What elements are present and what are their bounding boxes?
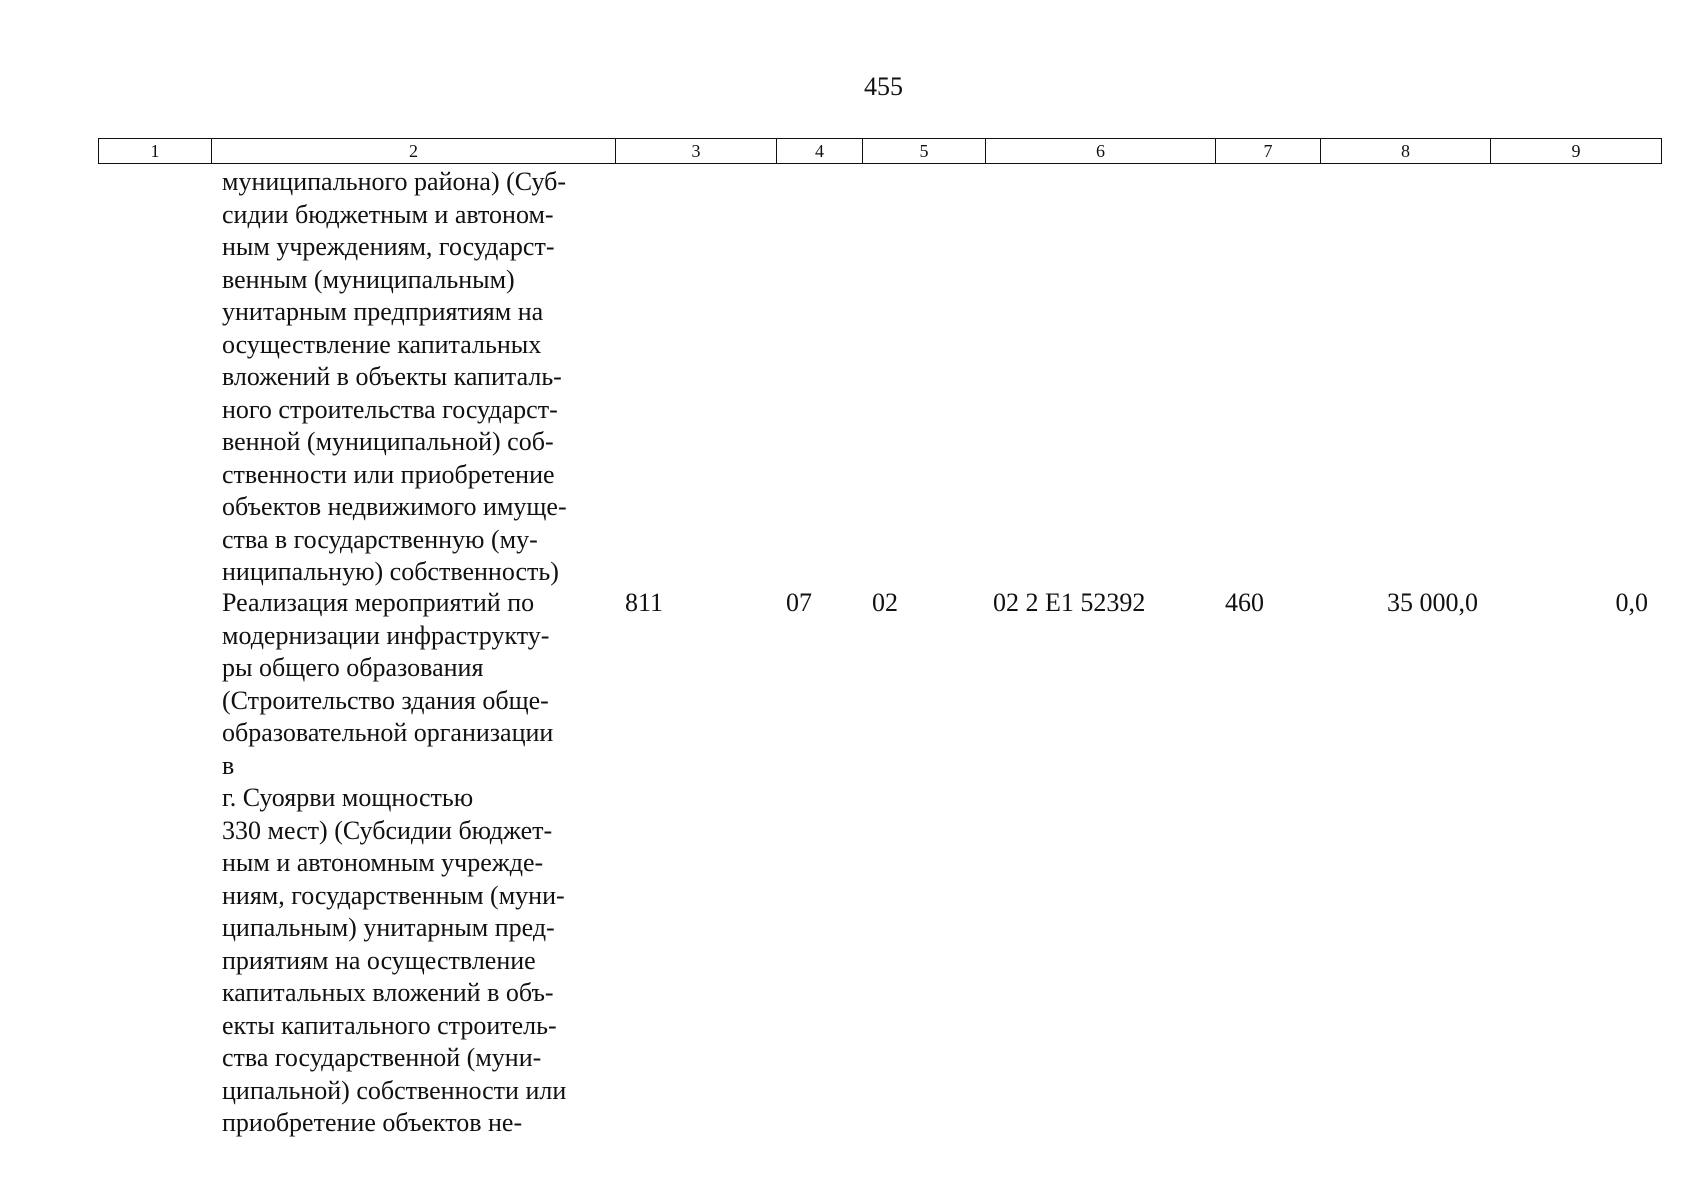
column-header-6: 6 — [986, 139, 1216, 163]
target-article-code: 02 2 E1 52392 — [993, 588, 1146, 617]
column-header-5: 5 — [863, 139, 986, 163]
column-header-row — [98, 138, 1662, 164]
amount-value-secondary: 0,0 — [1615, 588, 1648, 617]
section-code: 07 — [786, 588, 812, 617]
column-header-2: 2 — [212, 139, 616, 163]
amount-value: 35 000,0 — [1387, 588, 1478, 617]
column-header-4: 4 — [777, 139, 863, 163]
column-header-8: 8 — [1321, 139, 1491, 163]
row-description: муниципального района) (Суб- сидии бюджетным и автоном- ным учреждениям, государст- венным (муниципальным) унитарным предприятиям на осуществление капитальных вложений в объекты капиталь- ного строительства государст- венной (муниципальной) соб- ственности или приобретение объектов недвижимого имуще- ства в государственную (му- ниципальную) собственность) — [222, 167, 567, 586]
admin-code: 811 — [625, 588, 664, 617]
subsection-code: 02 — [872, 588, 898, 617]
column-header-1: 1 — [99, 139, 212, 163]
column-header-3: 3 — [616, 139, 777, 163]
expense-type-code: 460 — [1225, 588, 1264, 617]
page-number: 455 — [864, 72, 903, 101]
row-description: Реализация мероприятий по модернизации инфраструкту- ры общего образования (Строительство здания обще- образовательной организации в г. Суоярви мощностью 330 мест) (Субсидии бюджет- ным и автономным учрежде- ниям, государственным (муни- ципальным) унитарным пред- приятиям на осуществление капитальных вложений в объ- екты капитального строитель- ства государственной (муни- ципальной) собственности или приобретение объектов не- — [222, 588, 567, 1137]
column-header-7: 7 — [1216, 139, 1321, 163]
column-header-9: 9 — [1571, 141, 1581, 161]
